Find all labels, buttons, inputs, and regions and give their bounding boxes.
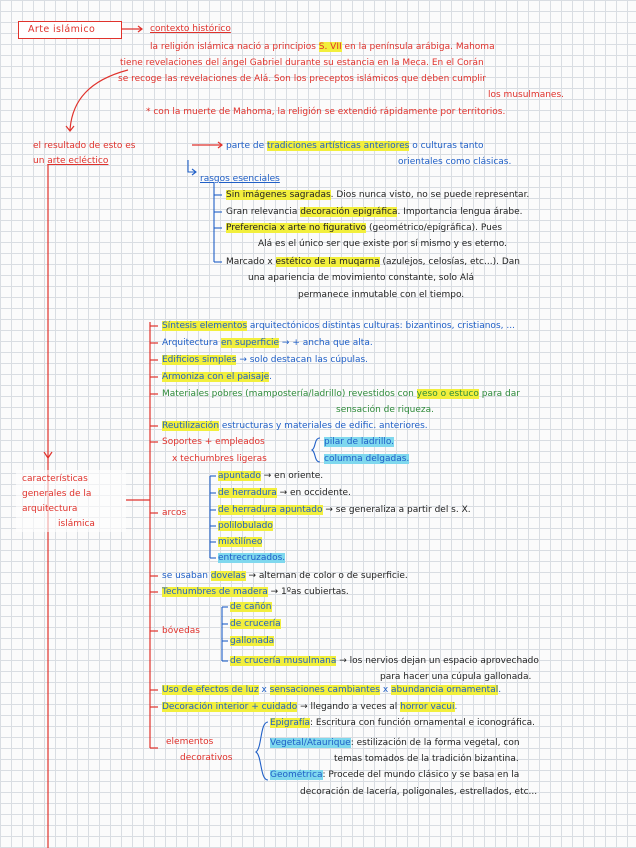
caract-7: se usaban dovelas → alternan de color o de superficie.: [162, 571, 408, 581]
caract-5-line-2: sensación de riqueza.: [336, 405, 435, 415]
boveda-4-line-2: para hacer una cúpula gallonada.: [380, 672, 532, 682]
caract-10: Decoración interior + cuidado → llegando a veces al horror vacui.: [162, 702, 458, 712]
rasgo-3-line-2: Alá es el único ser que existe por sí mismo y es eterno.: [258, 239, 507, 249]
caract-8: Techumbres de madera → 1ºas cubiertas.: [162, 587, 349, 597]
rasgo-2: Gran relevancia decoración epigráfica. Importancia lengua árabe.: [226, 207, 523, 217]
arcos-label: arcos: [162, 508, 187, 518]
caract-3: Edificios simples → solo destacan las cúpulas.: [162, 355, 369, 365]
parte-line-1: parte de tradiciones artísticas anteriores o culturas tanto: [226, 141, 484, 151]
caracteristicas-label-4: islámica: [58, 519, 95, 529]
contexto-line-2: tiene revelaciones del ángel Gabriel durante su estancia en la Meca. En el Corán: [120, 58, 484, 68]
soportes-line-1: Soportes + empleados: [162, 437, 265, 447]
elemento-2-line-2: temas tomados de la tradición bizantina.: [334, 754, 519, 764]
boveda-3: gallonada: [230, 636, 275, 646]
caract-5: Materiales pobres (mampostería/ladrillo) revestidos con yeso o estuco para dar: [162, 389, 520, 399]
caracteristicas-label-3: arquitectura: [22, 504, 78, 514]
boveda-1: de cañón: [230, 602, 272, 612]
arco-1: apuntado → en oriente.: [218, 471, 324, 481]
rasgo-4-line-2: una apariencia de movimiento constante, solo Alá: [248, 273, 475, 283]
page-title: Arte islámico: [28, 24, 96, 35]
caracteristicas-label-2: generales de la: [22, 489, 92, 499]
elemento-2: Vegetal/Ataurique: estilización de la forma vegetal, con: [270, 738, 520, 748]
contexto-heading: contexto histórico: [150, 24, 231, 34]
caract-6: Reutilización estructuras y materiales de edific. anteriores.: [162, 421, 428, 431]
soporte-opcion-1: pilar de ladrillo.: [324, 437, 395, 447]
soporte-opcion-2: columna delgadas.: [324, 454, 410, 464]
caracteristicas-label-1: características: [22, 474, 88, 484]
soportes-line-2: x techumbres ligeras: [172, 454, 267, 464]
rasgos-heading: rasgos esenciales: [200, 174, 280, 184]
elementos-label-1: elementos: [166, 737, 214, 747]
bovedas-label: bóvedas: [162, 626, 200, 636]
arco-2: de herradura → en occidente.: [218, 488, 351, 498]
boveda-2: de crucería: [230, 619, 281, 629]
rasgo-3: Preferencia x arte no figurativo (geométrico/epigráfica). Pues: [226, 223, 503, 233]
rasgo-4-line-3: permanece inmutable con el tiempo.: [298, 290, 465, 300]
contexto-line-4: los musulmanes.: [488, 90, 564, 100]
contexto-line-5: * con la muerte de Mahoma, la religión se extendió rápidamente por territorios.: [146, 107, 506, 117]
elemento-3: Geométrica: Procede del mundo clásico y se basa en la: [270, 770, 520, 780]
century-highlight: S. VII: [318, 42, 342, 52]
rasgo-4: Marcado x estético de la muqarna (azulejos, celosías, etc...). Dan: [226, 257, 520, 267]
arco-6: entrecruzados.: [218, 553, 286, 563]
arco-3: de herradura apuntado → se generaliza a partir del s. X.: [218, 505, 471, 515]
arco-4: polilobulado: [218, 521, 273, 531]
resultado-line-1: el resultado de esto es: [33, 141, 136, 151]
elementos-label-2: decorativos: [180, 753, 233, 763]
parte-line-2: orientales como clásicas.: [398, 157, 512, 167]
contexto-line-3: se recoge las revelaciones de Alá. Son los preceptos islámicos que deben cumplir: [118, 74, 486, 84]
arco-5: mixtilíneo: [218, 537, 263, 547]
caract-9: Uso de efectos de luz x sensaciones cambiantes x abundancia ornamental.: [162, 685, 502, 695]
caract-4: Armoniza con el paisaje.: [162, 372, 273, 382]
boveda-4: de crucería musulmana → los nervios dejan un espacio aprovechado: [230, 656, 539, 666]
contexto-line-1: la religión islámica nació a principios S. VII en la península arábiga. Mahoma: [150, 42, 495, 52]
caract-2: Arquitectura en superficie → + ancha que alta.: [162, 338, 373, 348]
resultado-line-2: un arte ecléctico: [33, 156, 109, 166]
elemento-3-line-2: decoración de lacería, poligonales, estrellados, etc...: [300, 787, 538, 797]
caract-1: Síntesis elementos arquitectónicos distintas culturas: bizantinos, cristianos, ...: [162, 321, 515, 331]
elemento-1: Epigrafía: Escritura con función ornamental e iconográfica.: [270, 718, 536, 728]
rasgo-1: Sin imágenes sagradas. Dios nunca visto, no se puede representar.: [226, 190, 530, 200]
